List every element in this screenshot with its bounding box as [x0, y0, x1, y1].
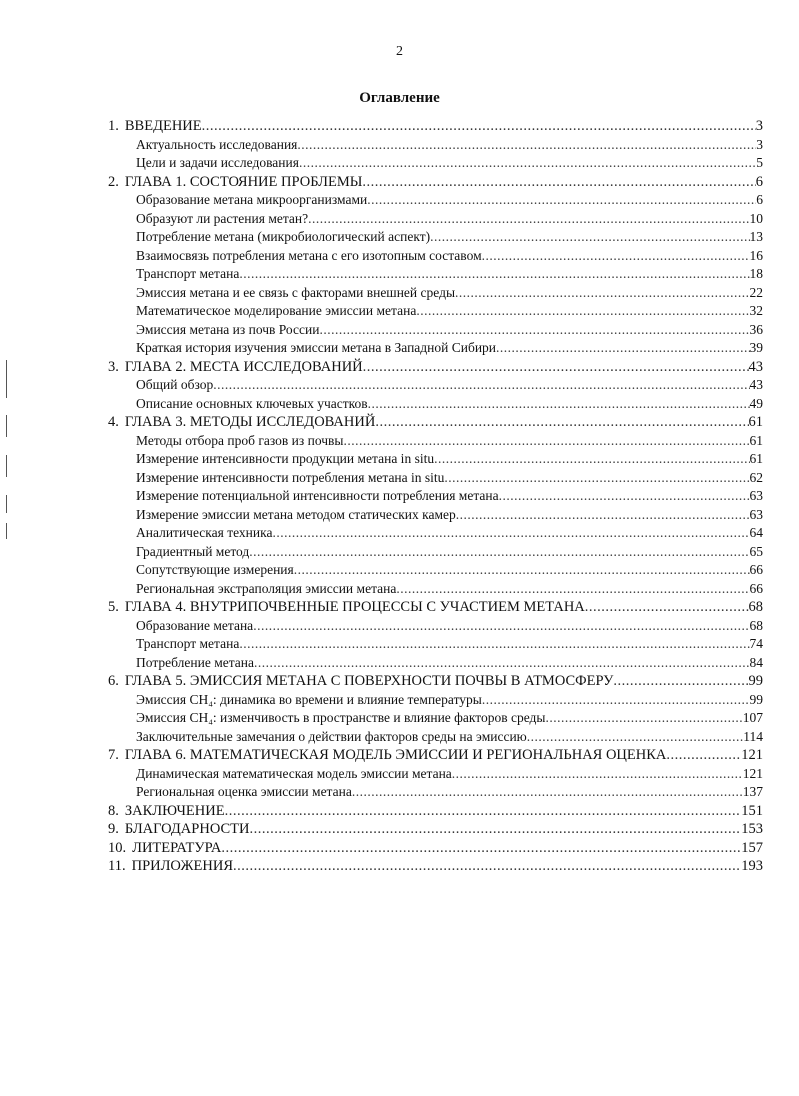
- toc-chapter-entry: [108, 672, 763, 690]
- toc-leader-dots: [233, 857, 741, 875]
- toc-entry-page: 3: [756, 136, 763, 152]
- toc-entry-page: 68: [748, 599, 763, 615]
- toc-section-entry: [136, 136, 763, 154]
- toc-entry-number: 3.: [108, 358, 119, 375]
- toc-chapter-entry: [108, 117, 763, 135]
- toc-leader-dots: [253, 617, 749, 635]
- toc-section-entry: [136, 580, 763, 598]
- toc-leader-dots: [375, 413, 748, 431]
- toc-chapter-entry: [108, 173, 763, 191]
- toc-entry-page: 61: [748, 414, 763, 430]
- toc-entry-label: Цели и задачи исследования: [136, 155, 299, 170]
- toc-entry-label: Измерение интенсивности продукции метана in situ: [136, 451, 435, 466]
- toc-leader-dots: [202, 117, 756, 135]
- toc-chapter-entry: [108, 746, 763, 764]
- toc-entry-label: ГЛАВА 4. ВНУТРИПОЧВЕННЫЕ ПРОЦЕССЫ С УЧАСТИЕМ МЕТАНА: [124, 599, 585, 615]
- toc-entry-page: 62: [749, 469, 763, 485]
- toc-entry-page: 43: [748, 358, 763, 375]
- toc-section-entry: [136, 339, 763, 357]
- toc-section-entry: [136, 561, 763, 579]
- toc-entry-page: 121: [741, 747, 763, 763]
- toc-entry-label: Измерение эмиссии метана методом статических камер: [136, 506, 456, 522]
- toc-entry-page: 13: [749, 229, 763, 244]
- toc-section-entry: [136, 154, 763, 172]
- toc-chapter-entry: [108, 598, 763, 616]
- toc-leader-dots: [272, 524, 749, 542]
- toc-section-entry: [136, 709, 763, 727]
- toc-section-entry: [136, 395, 763, 413]
- toc-entry-label: Образование метана микроорганизмами: [136, 192, 368, 207]
- scan-margin-marks: [4, 360, 10, 560]
- toc-entry-page: 10: [749, 210, 763, 226]
- toc-entry-label: Сопутствующие измерения: [136, 562, 294, 577]
- toc-entry-page: 43: [749, 377, 763, 392]
- toc-leader-dots: [482, 691, 750, 709]
- toc-entry-label: Транспорт метана: [136, 266, 240, 281]
- toc-leader-dots: [299, 154, 756, 172]
- toc-entry-label: Краткая история изучения эмиссии метана в Западной Сибири: [136, 340, 497, 355]
- toc-leader-dots: [362, 173, 755, 191]
- toc-entry-label: Образование метана: [136, 617, 254, 633]
- toc-entry-page: 65: [749, 543, 763, 559]
- toc-leader-dots: [546, 709, 743, 727]
- toc-leader-dots: [225, 802, 742, 820]
- toc-entry-label: ВВЕДЕНИЕ: [124, 118, 202, 134]
- toc-entry-page: 16: [749, 247, 763, 263]
- toc-entry-label: ГЛАВА 5. ЭМИССИЯ МЕТАНА С ПОВЕРХНОСТИ ПОЧВЫ В АТМОСФЕРУ: [124, 673, 614, 689]
- toc-chapter-entry: [108, 413, 763, 431]
- toc-chapter-entry: [108, 802, 763, 820]
- toc-section-entry: [136, 635, 763, 653]
- toc-entry-number: 2.: [108, 173, 119, 190]
- toc-entry-label: Эмиссия CH₄: динамика во времени и влияние температуры: [136, 691, 482, 707]
- toc-leader-dots: [239, 265, 749, 283]
- toc-section-entry: [136, 210, 763, 228]
- toc-entry-label: ГЛАВА 1. СОСТОЯНИЕ ПРОБЛЕМЫ: [124, 173, 363, 190]
- toc-entry-page: 6: [756, 192, 763, 207]
- toc-entry-label: Методы отбора проб газов из почвы: [136, 432, 344, 448]
- toc-leader-dots: [455, 284, 749, 302]
- toc-entry-page: 114: [743, 728, 763, 744]
- toc-entry-label: Эмиссия CH₄: изменчивость в пространстве и влияние факторов среды: [136, 710, 546, 725]
- toc-chapter-entry: [108, 857, 763, 875]
- toc-leader-dots: [452, 765, 743, 783]
- toc-entry-page: 22: [749, 284, 763, 300]
- toc-entry-number: 7.: [108, 747, 119, 763]
- toc-entry-label: Региональная экстраполяция эмиссии метана: [136, 580, 397, 596]
- toc-leader-dots: [308, 210, 749, 228]
- toc-entry-label: Измерение потенциальной интенсивности потребления метана: [136, 488, 499, 503]
- page-number: 2: [396, 44, 403, 59]
- toc-entry-page: 84: [749, 654, 763, 670]
- toc-section-entry: [136, 376, 763, 394]
- toc-entry-number: 1.: [108, 118, 119, 134]
- toc-entry-label: Динамическая математическая модель эмиссии метана: [136, 765, 452, 781]
- toc-entry-number: 6.: [108, 673, 119, 689]
- toc-leader-dots: [367, 191, 756, 209]
- toc-section-entry: [136, 765, 763, 783]
- toc-entry-page: 61: [749, 451, 763, 466]
- toc-entry-page: 121: [742, 765, 763, 781]
- toc-leader-dots: [297, 136, 756, 154]
- toc-title: Оглавление: [359, 90, 440, 106]
- toc-section-entry: [136, 321, 763, 339]
- toc-entry-page: 99: [749, 691, 763, 707]
- toc-entry-number: 11.: [108, 858, 126, 874]
- toc-section-entry: [136, 302, 763, 320]
- toc-leader-dots: [444, 469, 749, 487]
- toc-leader-dots: [363, 358, 749, 376]
- toc-chapter-entry: [108, 358, 763, 376]
- toc-leader-dots: [499, 487, 750, 505]
- toc-entry-label: Транспорт метана: [136, 636, 240, 651]
- toc-entry-label: Потребление метана: [136, 654, 255, 670]
- toc-leader-dots: [434, 450, 749, 468]
- toc-leader-dots: [352, 783, 743, 801]
- toc-section-entry: [136, 191, 763, 209]
- toc-section-entry: [136, 450, 763, 468]
- toc-entry-page: 74: [749, 636, 763, 651]
- toc-leader-dots: [527, 728, 743, 746]
- toc-section-entry: [136, 783, 763, 801]
- toc-entry-page: 107: [742, 710, 763, 725]
- toc-entry-label: Взаимосвязь потребления метана с его изотопным составом: [136, 247, 482, 263]
- toc-entry-page: 137: [742, 784, 763, 799]
- toc-leader-dots: [496, 339, 749, 357]
- toc-chapter-entry: [108, 820, 763, 838]
- toc-entry-page: 153: [741, 821, 763, 837]
- toc-leader-dots: [319, 321, 749, 339]
- toc-section-entry: [136, 432, 763, 450]
- toc-entry-page: 66: [749, 580, 763, 596]
- toc-entry-page: 64: [749, 525, 763, 540]
- toc-chapter-entry: [108, 839, 763, 857]
- toc-entry-page: 3: [755, 118, 763, 134]
- toc-leader-dots: [213, 376, 749, 394]
- toc-leader-dots: [221, 839, 741, 857]
- toc-entry-label: ЛИТЕРАТУРА: [132, 839, 222, 856]
- toc-entry-page: 39: [749, 340, 763, 355]
- toc-leader-dots: [396, 580, 749, 598]
- toc-entry-page: 61: [749, 432, 763, 448]
- toc-entry-page: 66: [749, 562, 763, 577]
- toc-leader-dots: [613, 672, 748, 690]
- toc-leader-dots: [368, 395, 750, 413]
- toc-leader-dots: [254, 654, 749, 672]
- toc-entry-label: Математическое моделирование эмиссии метана: [136, 303, 417, 318]
- toc-entry-page: 5: [756, 155, 763, 170]
- toc-entry-label: ГЛАВА 2. МЕСТА ИССЛЕДОВАНИЙ: [124, 358, 363, 375]
- toc-section-entry: [136, 524, 763, 542]
- toc-entry-page: 63: [749, 506, 763, 522]
- toc-entry-page: 36: [749, 321, 763, 337]
- toc-leader-dots: [482, 247, 750, 265]
- toc-section-entry: [136, 265, 763, 283]
- toc-leader-dots: [343, 432, 749, 450]
- toc-leader-dots: [249, 820, 741, 838]
- toc-entry-label: Общий обзор: [136, 377, 214, 392]
- toc-section-entry: [136, 691, 763, 709]
- toc-leader-dots: [249, 543, 749, 561]
- toc-entry-label: БЛАГОДАРНОСТИ: [124, 821, 250, 837]
- toc-section-entry: [136, 728, 763, 746]
- toc-entry-label: Аналитическая техника: [136, 525, 273, 540]
- toc-section-entry: [136, 284, 763, 302]
- toc-section-entry: [136, 543, 763, 561]
- toc-entry-page: 6: [755, 173, 763, 190]
- toc-section-entry: [136, 617, 763, 635]
- toc-entry-number: 4.: [108, 414, 119, 430]
- toc-section-entry: [136, 506, 763, 524]
- toc-leader-dots: [585, 598, 749, 616]
- toc-entry-number: 5.: [108, 599, 119, 615]
- toc-entry-number: 9.: [108, 821, 119, 837]
- toc-entry-label: Эмиссия метана из почв России: [136, 321, 320, 337]
- toc-leader-dots: [666, 746, 741, 764]
- toc-entry-label: Потребление метана (микробиологический аспект): [136, 229, 431, 244]
- toc-leader-dots: [416, 302, 749, 320]
- toc-entry-number: 8.: [108, 802, 119, 819]
- toc-entry-label: Описание основных ключевых участков: [136, 395, 368, 411]
- toc-entry-label: ПРИЛОЖЕНИЯ: [131, 858, 234, 874]
- toc-entry-label: Эмиссия метана и ее связь с факторами внешней среды: [136, 284, 456, 300]
- toc-entry-label: Региональная оценка эмиссии метана: [136, 784, 352, 799]
- toc-entry-page: 49: [749, 395, 763, 411]
- toc-leader-dots: [456, 506, 750, 524]
- toc-entry-page: 68: [749, 617, 763, 633]
- toc-entry-page: 18: [749, 266, 763, 281]
- toc-section-entry: [136, 228, 763, 246]
- toc-entry-label: Измерение интенсивности потребления метана in situ: [136, 469, 445, 485]
- toc-entry-page: 99: [748, 673, 763, 689]
- toc-entry-label: ГЛАВА 3. МЕТОДЫ ИССЛЕДОВАНИЙ: [124, 414, 376, 430]
- toc-entry-page: 32: [749, 303, 763, 318]
- toc-entry-page: 157: [741, 839, 763, 856]
- toc-entry-page: 151: [741, 802, 763, 819]
- toc-entry-number: 10.: [108, 839, 127, 856]
- toc-section-entry: [136, 469, 763, 487]
- toc-entry-label: Актуальность исследования: [136, 136, 298, 152]
- toc-entry-label: Образуют ли растения метан?: [136, 210, 309, 226]
- toc-section-entry: [136, 654, 763, 672]
- toc-section-entry: [136, 487, 763, 505]
- toc-entry-label: Градиентный метод: [136, 543, 250, 559]
- toc-entry-page: 193: [741, 858, 763, 874]
- toc-entry-label: ЗАКЛЮЧЕНИЕ: [124, 802, 225, 819]
- toc-entry-page: 63: [749, 488, 763, 503]
- toc-leader-dots: [430, 228, 749, 246]
- toc-entry-label: ГЛАВА 6. МАТЕМАТИЧЕСКАЯ МОДЕЛЬ ЭМИССИИ И РЕГИОНАЛЬНАЯ ОЦЕНКА: [124, 747, 667, 763]
- toc-entry-label: Заключительные замечания о действии факторов среды на эмиссию: [136, 728, 527, 744]
- toc-leader-dots: [294, 561, 750, 579]
- toc-leader-dots: [239, 635, 749, 653]
- toc-section-entry: [136, 247, 763, 265]
